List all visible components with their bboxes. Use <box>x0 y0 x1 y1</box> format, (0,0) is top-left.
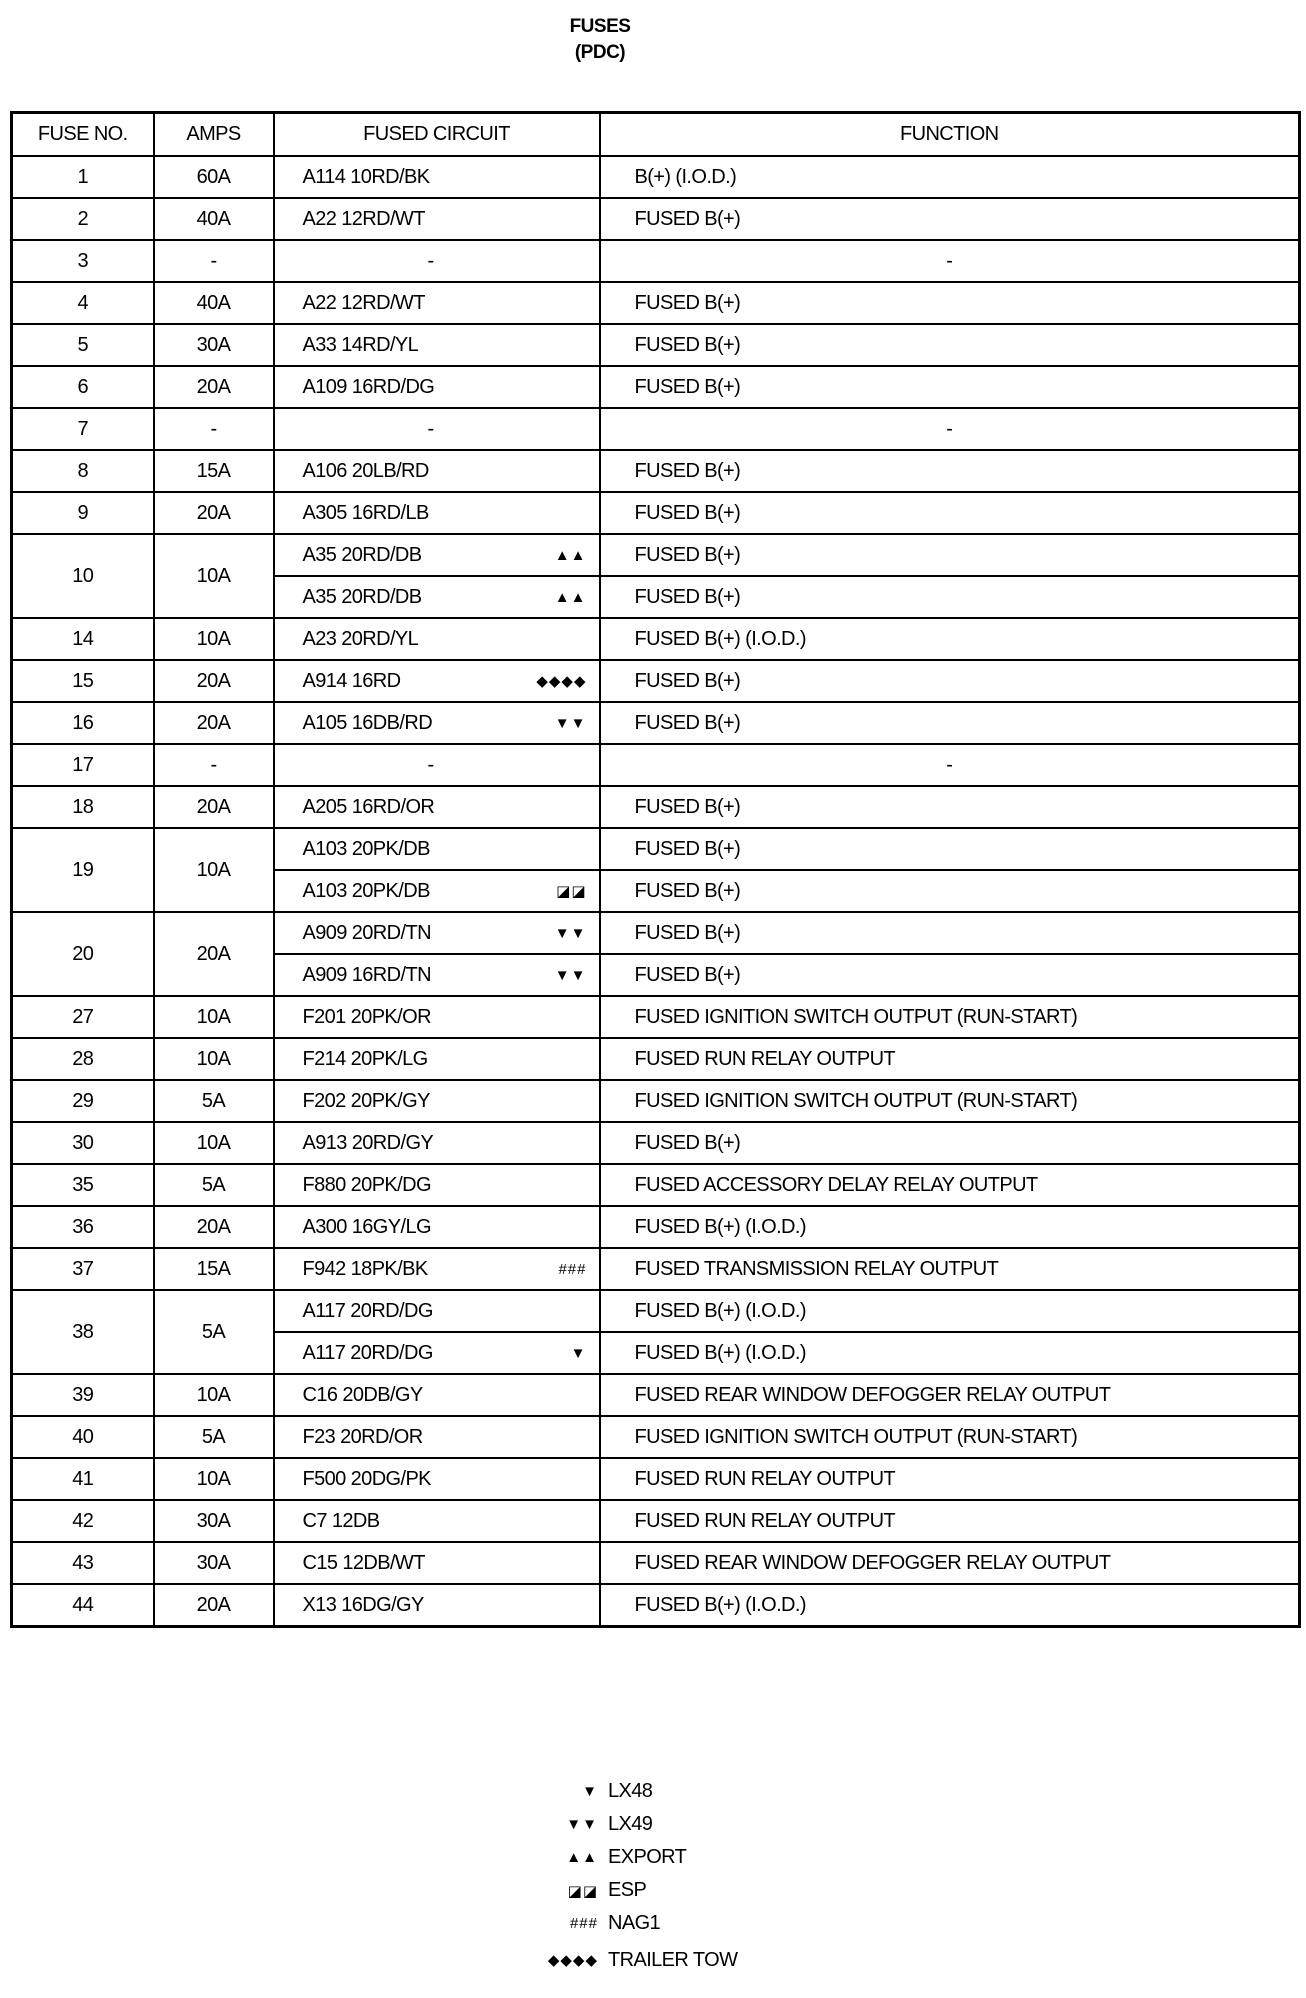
table-row <box>12 660 1300 702</box>
header-amps: AMPS <box>154 113 274 157</box>
fuse-number-cell: 40 <box>12 1416 154 1458</box>
function-cell: FUSED RUN RELAY OUTPUT <box>600 1038 1300 1080</box>
legend-label: TRAILER TOW <box>608 1948 738 1971</box>
fuse-number-cell: 18 <box>12 786 154 828</box>
circuit-code: A33 14RD/YL <box>302 333 419 356</box>
amps-cell: 15A <box>154 1248 274 1290</box>
table-row <box>12 1164 1300 1206</box>
fused-circuit-cell <box>274 618 600 660</box>
fuse-number-cell: 8 <box>12 450 154 492</box>
function-cell: FUSED B(+) <box>600 282 1300 324</box>
circuit-code: A35 20RD/DB <box>302 585 422 608</box>
fused-circuit-cell <box>274 240 600 282</box>
circuit-code: A913 20RD/GY <box>302 1131 434 1154</box>
function-cell: FUSED IGNITION SWITCH OUTPUT (RUN-START) <box>600 1080 1300 1122</box>
table-row <box>12 1416 1300 1458</box>
fused-circuit-cell <box>274 1332 600 1374</box>
amps-cell: 5A <box>154 1290 274 1374</box>
amps-cell: 40A <box>154 282 274 324</box>
fuse-number-cell: 29 <box>12 1080 154 1122</box>
table-row <box>12 744 1300 786</box>
amps-cell: 30A <box>154 1542 274 1584</box>
function-cell: FUSED B(+) (I.O.D.) <box>600 1206 1300 1248</box>
function-cell: - <box>600 744 1300 786</box>
option-symbol-icon: ▲▲ <box>554 588 587 606</box>
table-row <box>12 1038 1300 1080</box>
amps-cell: 30A <box>154 324 274 366</box>
amps-cell: 10A <box>154 828 274 912</box>
circuit-code: C16 20DB/GY <box>302 1383 423 1406</box>
amps-cell: 10A <box>154 1038 274 1080</box>
amps-cell: 30A <box>154 1500 274 1542</box>
amps-cell: 10A <box>154 1122 274 1164</box>
legend-label: LX48 <box>608 1780 653 1802</box>
option-symbol-icon: ▼▼ <box>554 924 587 942</box>
table-row <box>12 1542 1300 1584</box>
page-title <box>0 14 1200 66</box>
fuse-number-cell: 16 <box>12 702 154 744</box>
symbol-legend <box>520 1775 840 1980</box>
legend-symbol-icon: ◪◪ <box>567 1882 598 1900</box>
function-cell: FUSED B(+) <box>600 366 1300 408</box>
amps-cell: - <box>154 240 274 282</box>
amps-cell: 10A <box>154 996 274 1038</box>
function-cell: FUSED RUN RELAY OUTPUT <box>600 1500 1300 1542</box>
fused-circuit-cell <box>274 912 600 954</box>
legend-symbol-icon: ▼ <box>582 1783 598 1800</box>
function-cell: FUSED B(+) <box>600 870 1300 912</box>
legend-label: NAG1 <box>608 1912 661 1934</box>
amps-cell: 20A <box>154 660 274 702</box>
fused-circuit-cell <box>274 1374 600 1416</box>
circuit-code: X13 16DG/GY <box>302 1593 424 1616</box>
fuse-number-cell: 2 <box>12 198 154 240</box>
function-cell: B(+) (I.O.D.) <box>600 156 1300 198</box>
amps-cell: 60A <box>154 156 274 198</box>
function-cell: - <box>600 240 1300 282</box>
amps-cell: 20A <box>154 912 274 996</box>
amps-cell: 20A <box>154 702 274 744</box>
table-row <box>12 1248 1300 1290</box>
function-cell: FUSED IGNITION SWITCH OUTPUT (RUN-START) <box>600 996 1300 1038</box>
fused-circuit-cell <box>274 450 600 492</box>
table-row <box>12 282 1300 324</box>
circuit-code: A103 20PK/DB <box>302 879 430 902</box>
table-row <box>12 1584 1300 1627</box>
fused-circuit-cell <box>274 1248 600 1290</box>
amps-cell: - <box>154 744 274 786</box>
amps-cell: 15A <box>154 450 274 492</box>
amps-cell: - <box>154 408 274 450</box>
circuit-code: F500 20DG/PK <box>302 1467 431 1490</box>
function-cell: FUSED B(+) <box>600 576 1300 618</box>
fuse-table-body <box>12 156 1300 1627</box>
function-cell: FUSED B(+) <box>600 198 1300 240</box>
fuse-number-cell: 36 <box>12 1206 154 1248</box>
fuse-number-cell: 39 <box>12 1374 154 1416</box>
fused-circuit-cell <box>274 1500 600 1542</box>
legend-symbol-icon: ▲▲ <box>566 1849 598 1866</box>
header-fused-circuit: FUSED CIRCUIT <box>274 113 600 157</box>
fused-circuit-cell <box>274 366 600 408</box>
legend-item <box>520 1841 840 1874</box>
function-cell: FUSED B(+) <box>600 1122 1300 1164</box>
fuse-number-cell: 19 <box>12 828 154 912</box>
fuse-number-cell: 4 <box>12 282 154 324</box>
legend-symbol-icon: ◆◆◆◆ <box>547 1952 598 1969</box>
table-row <box>12 1458 1300 1500</box>
fuse-number-cell: 38 <box>12 1290 154 1374</box>
fused-circuit-cell <box>274 828 600 870</box>
fused-circuit-cell <box>274 702 600 744</box>
circuit-code: - <box>427 249 434 272</box>
amps-cell: 10A <box>154 1458 274 1500</box>
fuse-number-cell: 35 <box>12 1164 154 1206</box>
fuse-number-cell: 9 <box>12 492 154 534</box>
fuse-number-cell: 44 <box>12 1584 154 1627</box>
table-row <box>12 450 1300 492</box>
legend-item <box>520 1874 840 1907</box>
amps-cell: 20A <box>154 366 274 408</box>
amps-cell: 10A <box>154 618 274 660</box>
legend-item <box>520 1940 840 1980</box>
fused-circuit-cell <box>274 1458 600 1500</box>
circuit-code: F942 18PK/BK <box>302 1257 428 1280</box>
function-cell: FUSED B(+) <box>600 660 1300 702</box>
fused-circuit-cell <box>274 1122 600 1164</box>
table-header-row <box>12 113 1300 157</box>
legend-label: EXPORT <box>608 1846 687 1868</box>
fused-circuit-cell <box>274 1290 600 1332</box>
option-symbol-icon: ◪◪ <box>556 883 587 900</box>
function-cell: FUSED B(+) <box>600 450 1300 492</box>
amps-cell: 10A <box>154 1374 274 1416</box>
circuit-code: F214 20PK/LG <box>302 1047 428 1070</box>
option-symbol-icon: ▲▲ <box>554 546 587 564</box>
fused-circuit-cell <box>274 1080 600 1122</box>
circuit-code: A305 16RD/LB <box>302 501 429 524</box>
fused-circuit-cell <box>274 870 600 912</box>
legend-symbol-icon: ### <box>569 1915 598 1932</box>
legend-symbol-icon: ▼▼ <box>566 1816 598 1833</box>
option-symbol-icon: ▼▼ <box>554 714 587 732</box>
circuit-code: A35 20RD/DB <box>302 543 422 566</box>
function-cell: FUSED B(+) <box>600 954 1300 996</box>
table-row <box>12 1374 1300 1416</box>
table-row <box>12 408 1300 450</box>
circuit-code: A109 16RD/DG <box>302 375 435 398</box>
option-symbol-icon: ▼ <box>570 1344 587 1362</box>
function-cell: FUSED B(+) <box>600 534 1300 576</box>
fuse-number-cell: 6 <box>12 366 154 408</box>
function-cell: FUSED B(+) <box>600 828 1300 870</box>
fused-circuit-cell <box>274 492 600 534</box>
function-cell: - <box>600 408 1300 450</box>
fused-circuit-cell <box>274 954 600 996</box>
table-row <box>12 156 1300 198</box>
function-cell: FUSED RUN RELAY OUTPUT <box>600 1458 1300 1500</box>
amps-cell: 10A <box>154 534 274 618</box>
fused-circuit-cell <box>274 1038 600 1080</box>
circuit-code: - <box>427 417 434 440</box>
option-symbol-icon: ◆◆◆◆ <box>536 673 587 690</box>
function-cell: FUSED REAR WINDOW DEFOGGER RELAY OUTPUT <box>600 1542 1300 1584</box>
fused-circuit-cell <box>274 996 600 1038</box>
fused-circuit-cell <box>274 1542 600 1584</box>
function-cell: FUSED B(+) (I.O.D.) <box>600 618 1300 660</box>
fuse-number-cell: 15 <box>12 660 154 702</box>
circuit-code: A22 12RD/WT <box>302 291 425 314</box>
fuse-number-cell: 27 <box>12 996 154 1038</box>
fused-circuit-cell <box>274 1206 600 1248</box>
circuit-code: A914 16RD <box>302 669 401 692</box>
fuse-number-cell: 37 <box>12 1248 154 1290</box>
table-row <box>12 492 1300 534</box>
function-cell: FUSED B(+) <box>600 702 1300 744</box>
amps-cell: 5A <box>154 1164 274 1206</box>
fused-circuit-cell <box>274 1416 600 1458</box>
table-row <box>12 324 1300 366</box>
table-row <box>12 1500 1300 1542</box>
circuit-code: F201 20PK/OR <box>302 1005 431 1028</box>
fuse-number-cell: 10 <box>12 534 154 618</box>
table-row <box>12 198 1300 240</box>
function-cell: FUSED IGNITION SWITCH OUTPUT (RUN-START) <box>600 1416 1300 1458</box>
table-row <box>12 240 1300 282</box>
table-row <box>12 366 1300 408</box>
amps-cell: 5A <box>154 1080 274 1122</box>
table-row <box>12 786 1300 828</box>
amps-cell: 20A <box>154 492 274 534</box>
table-row <box>12 1206 1300 1248</box>
amps-cell: 40A <box>154 198 274 240</box>
header-function: FUNCTION <box>600 113 1300 157</box>
function-cell: FUSED TRANSMISSION RELAY OUTPUT <box>600 1248 1300 1290</box>
function-cell: FUSED B(+) (I.O.D.) <box>600 1290 1300 1332</box>
amps-cell: 5A <box>154 1416 274 1458</box>
fuse-number-cell: 5 <box>12 324 154 366</box>
fused-circuit-cell <box>274 198 600 240</box>
fused-circuit-cell <box>274 408 600 450</box>
fuse-number-cell: 28 <box>12 1038 154 1080</box>
amps-cell: 20A <box>154 786 274 828</box>
circuit-code: A300 16GY/LG <box>302 1215 431 1238</box>
fused-circuit-cell <box>274 282 600 324</box>
option-symbol-icon: ▼▼ <box>554 966 587 984</box>
amps-cell: 20A <box>154 1206 274 1248</box>
fused-circuit-cell <box>274 786 600 828</box>
circuit-code: A909 16RD/TN <box>302 963 431 986</box>
function-cell: FUSED B(+) <box>600 324 1300 366</box>
circuit-code: A103 20PK/DB <box>302 837 430 860</box>
option-symbol-icon: ### <box>558 1260 587 1278</box>
circuit-code: C7 12DB <box>302 1509 380 1532</box>
legend-item <box>520 1775 840 1808</box>
table-row <box>12 1290 1300 1332</box>
circuit-code: F202 20PK/GY <box>302 1089 430 1112</box>
circuit-code: C15 12DB/WT <box>302 1551 425 1574</box>
table-row <box>12 534 1300 576</box>
circuit-code: A117 20RD/DG <box>302 1299 433 1322</box>
function-cell: FUSED B(+) <box>600 912 1300 954</box>
fused-circuit-cell <box>274 576 600 618</box>
fused-circuit-cell <box>274 156 600 198</box>
function-cell: FUSED REAR WINDOW DEFOGGER RELAY OUTPUT <box>600 1374 1300 1416</box>
fuse-number-cell: 17 <box>12 744 154 786</box>
table-row <box>12 618 1300 660</box>
fuse-number-cell: 43 <box>12 1542 154 1584</box>
fuse-number-cell: 14 <box>12 618 154 660</box>
fused-circuit-cell <box>274 1164 600 1206</box>
circuit-code: A22 12RD/WT <box>302 207 425 230</box>
fuse-number-cell: 1 <box>12 156 154 198</box>
title-line-fuses: FUSES <box>569 16 631 37</box>
circuit-code: A205 16RD/OR <box>302 795 435 818</box>
fuse-number-cell: 30 <box>12 1122 154 1164</box>
table-row <box>12 996 1300 1038</box>
header-fuse-no: FUSE NO. <box>12 113 154 157</box>
legend-label: ESP <box>608 1879 647 1901</box>
fused-circuit-cell <box>274 324 600 366</box>
function-cell: FUSED B(+) (I.O.D.) <box>600 1332 1300 1374</box>
legend-item <box>520 1808 840 1841</box>
fused-circuit-cell <box>274 660 600 702</box>
title-line-pdc: (PDC) <box>574 42 626 63</box>
fuse-number-cell: 42 <box>12 1500 154 1542</box>
circuit-code: A106 20LB/RD <box>302 459 429 482</box>
legend-label: LX49 <box>608 1813 653 1835</box>
function-cell: FUSED ACCESSORY DELAY RELAY OUTPUT <box>600 1164 1300 1206</box>
table-row <box>12 828 1300 870</box>
function-cell: FUSED B(+) <box>600 786 1300 828</box>
amps-cell: 20A <box>154 1584 274 1627</box>
function-cell: FUSED B(+) (I.O.D.) <box>600 1584 1300 1627</box>
table-row <box>12 702 1300 744</box>
circuit-code: F880 20PK/DG <box>302 1173 431 1196</box>
table-row <box>12 1080 1300 1122</box>
fuse-table <box>10 111 1301 1628</box>
circuit-code: A23 20RD/YL <box>302 627 419 650</box>
table-row <box>12 1122 1300 1164</box>
table-row <box>12 912 1300 954</box>
fused-circuit-cell <box>274 1584 600 1627</box>
legend-item <box>520 1907 840 1940</box>
fused-circuit-cell <box>274 534 600 576</box>
circuit-code: A909 20RD/TN <box>302 921 431 944</box>
circuit-code: A114 10RD/BK <box>302 165 430 188</box>
fuse-number-cell: 3 <box>12 240 154 282</box>
fuse-number-cell: 20 <box>12 912 154 996</box>
fuse-number-cell: 41 <box>12 1458 154 1500</box>
fuse-number-cell: 7 <box>12 408 154 450</box>
circuit-code: F23 20RD/OR <box>302 1425 423 1448</box>
circuit-code: - <box>427 753 434 776</box>
circuit-code: A117 20RD/DG <box>302 1341 433 1364</box>
fused-circuit-cell <box>274 744 600 786</box>
circuit-code: A105 16DB/RD <box>302 711 433 734</box>
function-cell: FUSED B(+) <box>600 492 1300 534</box>
